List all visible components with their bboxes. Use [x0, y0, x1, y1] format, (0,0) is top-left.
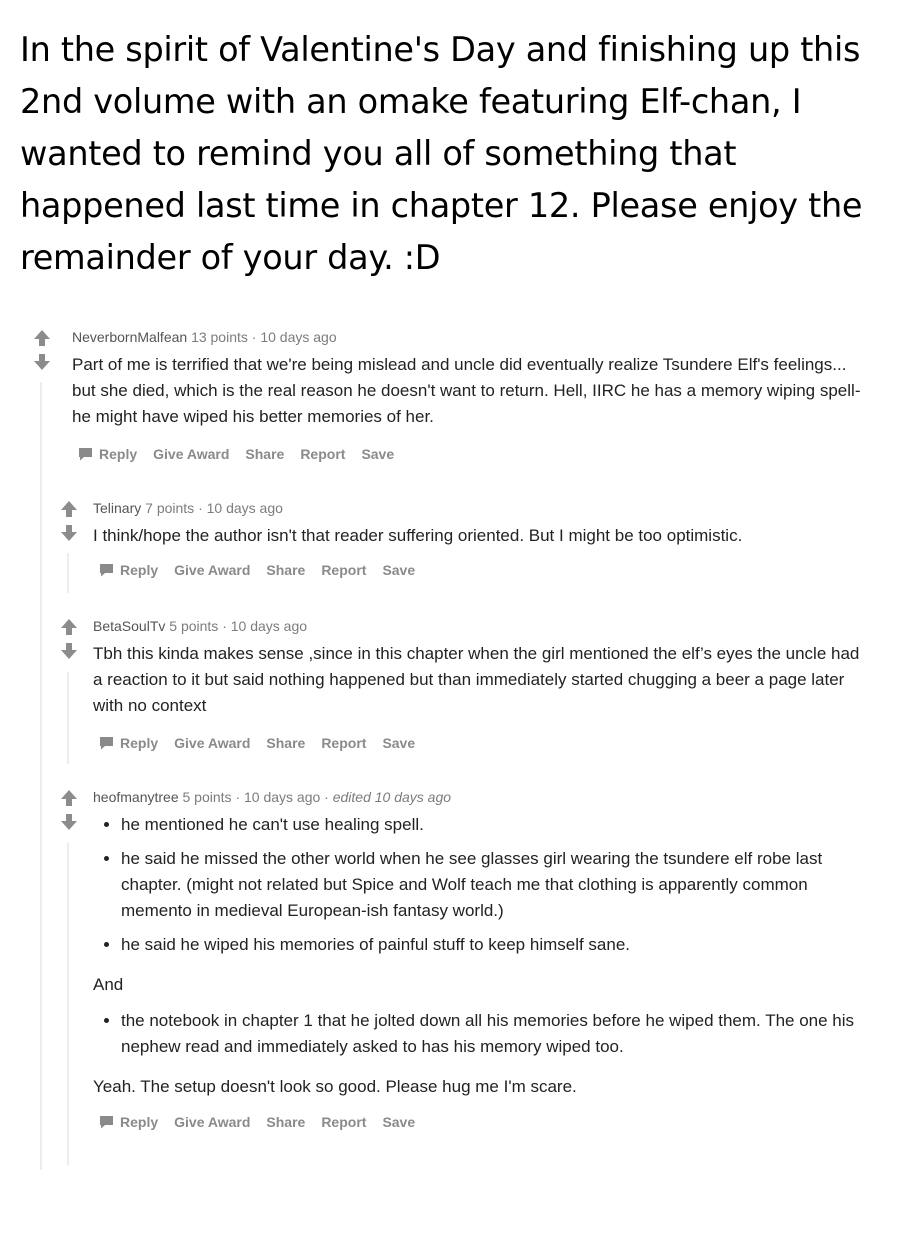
share-button[interactable]: Share [266, 1114, 306, 1130]
comment [93, 616, 873, 753]
upvote-arrow-icon[interactable] [59, 499, 79, 519]
share-button[interactable]: Share [266, 735, 306, 751]
comment-bubble-icon [99, 1115, 114, 1129]
thread-line-reply[interactable] [67, 843, 69, 1165]
report-button[interactable]: Report [321, 735, 367, 751]
bullet-list [93, 1008, 873, 1060]
comment-edited: · edited 10 days ago [324, 789, 452, 805]
save-button[interactable]: Save [382, 562, 416, 578]
thread-line-reply[interactable] [67, 553, 69, 593]
list-item: • he mentioned he can't use healing spell. [121, 812, 873, 838]
thread-line-root[interactable] [40, 382, 42, 1170]
comment-bubble-icon [99, 563, 114, 577]
comment-actions [99, 733, 873, 753]
comment-meta [93, 498, 873, 518]
comment-author[interactable]: heofmanytree [93, 789, 179, 805]
comment [72, 327, 872, 464]
report-button[interactable]: Report [321, 562, 367, 578]
bullet-list [93, 812, 873, 958]
share-button[interactable]: Share [245, 446, 285, 462]
comment-body: Part of me is terrified that we're being mislead and uncle did eventually realize Tsundere Elf's feelings... but she died, which is the real reason he doesn't want to return. Hell, IIRC he has a memory wiping spell- he might have wiped his better memories of her. [72, 355, 861, 426]
comment-points: 5 points [169, 618, 219, 634]
comment-meta [93, 616, 873, 636]
thread-line-reply[interactable] [67, 672, 69, 764]
comment-time: · 10 days ago [222, 618, 308, 634]
upvote-arrow-icon[interactable] [59, 788, 79, 808]
comment-bubble-icon [78, 447, 93, 461]
comment-meta [93, 787, 873, 807]
report-button[interactable]: Report [300, 446, 346, 462]
list-item: • he said he missed the other world when he see glasses girl wearing the tsundere elf robe last chapter. (might not related but Spice and Wolf teach me that clothing is apparently common memento in medieval European-ish fantasy world.) [121, 846, 873, 924]
comment-author[interactable]: BetaSoulTv [93, 618, 166, 634]
comment-points: 13 points [191, 329, 248, 345]
comment-body [93, 812, 873, 1100]
comment-bubble-icon [99, 736, 114, 750]
save-button[interactable]: Save [382, 735, 416, 751]
share-button[interactable]: Share [266, 562, 306, 578]
downvote-arrow-icon[interactable] [59, 641, 79, 661]
reply-button[interactable]: Reply [99, 562, 158, 578]
give-award-button[interactable]: Give Award [174, 562, 251, 578]
upvote-arrow-icon[interactable] [32, 328, 52, 348]
comment-author[interactable]: Telinary [93, 500, 142, 516]
reply-button[interactable]: Reply [78, 446, 137, 462]
upvote-arrow-icon[interactable] [59, 617, 79, 637]
comment-body: Tbh this kinda makes sense ,since in this chapter when the girl mentioned the elf’s eyes the uncle had a reaction to it but said nothing happened but than immediately started chugging a beer a page later with no context [93, 644, 860, 715]
save-button[interactable]: Save [361, 446, 395, 462]
give-award-button[interactable]: Give Award [153, 446, 230, 462]
list-item: • the notebook in chapter 1 that he jolted down all his memories before he wiped them. The one his nephew read and immediately asked to has his memory wiped too. [121, 1008, 873, 1060]
vote-controls [59, 617, 79, 661]
comment-actions [78, 444, 872, 464]
vote-controls [59, 788, 79, 832]
list-item: • he said he wiped his memories of painful stuff to keep himself sane. [121, 932, 873, 958]
downvote-arrow-icon[interactable] [59, 523, 79, 543]
downvote-arrow-icon[interactable] [59, 812, 79, 832]
paragraph: And [93, 975, 124, 994]
comment-points: 7 points [145, 500, 195, 516]
comment-time: · 10 days ago [198, 500, 283, 516]
save-button[interactable]: Save [382, 1114, 416, 1130]
vote-controls [59, 499, 79, 543]
comment-points: 5 points [182, 789, 232, 805]
comment-time: · 10 days ago [251, 329, 337, 345]
comment [93, 787, 873, 1132]
give-award-button[interactable]: Give Award [174, 1114, 251, 1130]
reply-button[interactable]: Reply [99, 735, 158, 751]
comment-body: I think/hope the author isn't that reader suffering oriented. But I might be too optimistic. [93, 526, 743, 545]
paragraph: Yeah. The setup doesn't look so good. Please hug me I'm scare. [93, 1077, 577, 1096]
comment-actions [99, 1112, 873, 1132]
comment-actions [99, 560, 873, 580]
comment-meta [72, 327, 872, 347]
reply-button[interactable]: Reply [99, 1114, 158, 1130]
intro-caption: In the spirit of Valentine's Day and finishing up this 2nd volume with an omake featuring Elf-chan, I wanted to remind you all of something that happened last time in chapter 12. Please enjoy the remainder of your day. :D [20, 30, 863, 277]
comment-time: · 10 days ago [235, 789, 321, 805]
give-award-button[interactable]: Give Award [174, 735, 251, 751]
vote-controls [32, 328, 52, 372]
comment [93, 498, 873, 580]
downvote-arrow-icon[interactable] [32, 352, 52, 372]
report-button[interactable]: Report [321, 1114, 367, 1130]
comment-author[interactable]: NeverbornMalfean [72, 329, 188, 345]
